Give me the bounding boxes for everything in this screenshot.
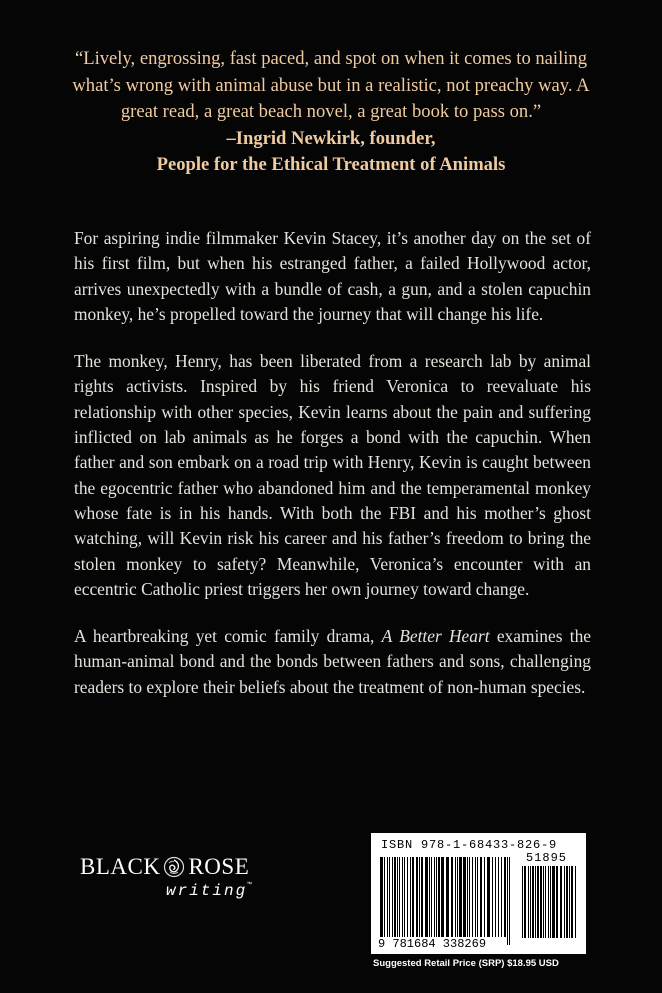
barcode-bar bbox=[469, 857, 470, 937]
barcode-bar bbox=[410, 857, 411, 937]
isbn-barcode bbox=[371, 833, 586, 954]
barcode-bar bbox=[421, 857, 423, 937]
barcode-bar bbox=[524, 866, 526, 938]
barcode-bar bbox=[509, 857, 510, 945]
barcode-bar bbox=[475, 857, 476, 937]
quote-line-1: “Lively, engrossing, fast paced, and spot on when it comes to nailing bbox=[74, 48, 588, 69]
barcode-bar bbox=[459, 857, 462, 937]
book-title-italic: A Better Heart bbox=[381, 626, 490, 647]
barcode-bar bbox=[407, 857, 408, 937]
barcode-bar bbox=[446, 857, 449, 945]
barcode-bar bbox=[402, 857, 403, 937]
endorsement-quote bbox=[40, 46, 622, 179]
barcode-bar bbox=[495, 857, 496, 937]
barcode-bar bbox=[392, 857, 393, 937]
barcode-bar bbox=[472, 857, 473, 937]
barcode-bar bbox=[434, 857, 435, 937]
barcode-bar bbox=[552, 866, 555, 938]
ean-digits: 9 781684 338269 bbox=[378, 937, 487, 951]
description-paragraph-3 bbox=[74, 624, 591, 700]
addon-price-code: 51895 bbox=[526, 851, 568, 865]
barcode-bar bbox=[537, 866, 539, 938]
barcode-bar bbox=[550, 866, 551, 938]
barcode-bar bbox=[394, 857, 396, 937]
barcode-bar bbox=[387, 857, 388, 937]
description-paragraph-1: For aspiring indie filmmaker Kevin Stacey, it’s another day on the set of his first film, but when his estranged father, a failed Hollywood actor, arrives unexpectedly with a bundle of cash, a gun, and a stolen capuchin monkey, he’s propelled toward the journey that will change his life. bbox=[74, 228, 591, 324]
barcode-bar bbox=[540, 866, 542, 938]
publisher-name-black: BLACK bbox=[80, 854, 161, 879]
barcode-bar bbox=[380, 857, 383, 945]
publisher-name-writing: writing bbox=[166, 882, 248, 900]
barcode-bar bbox=[480, 857, 482, 937]
barcode-bar bbox=[571, 866, 573, 938]
barcode-bar bbox=[548, 866, 549, 938]
addon-barcode-bars bbox=[521, 866, 579, 946]
publisher-name-rose: ROSE bbox=[188, 854, 250, 879]
quote-line-3: great read, a great beach novel, a great book to pass on.” bbox=[120, 101, 542, 122]
suggested-retail-price: Suggested Retail Price (SRP) $18.95 USD bbox=[373, 958, 559, 969]
barcode-bar bbox=[532, 866, 534, 938]
barcode-bar bbox=[484, 857, 485, 937]
barcode-bar bbox=[438, 857, 440, 937]
barcode-bar bbox=[441, 857, 444, 937]
barcode-bar bbox=[528, 866, 529, 938]
barcode-bar bbox=[463, 857, 466, 937]
quote-attribution-name: –Ingrid Newkirk, founder, bbox=[226, 127, 436, 149]
barcode-bar bbox=[535, 866, 536, 938]
barcode-bar bbox=[384, 857, 385, 945]
barcode-bar bbox=[564, 866, 565, 938]
barcode-bar bbox=[543, 866, 544, 938]
barcode-bar bbox=[487, 857, 490, 937]
quote-attribution-org: People for the Ethical Treatment of Animals bbox=[156, 154, 506, 175]
barcode-bar bbox=[397, 857, 398, 937]
barcode-bar bbox=[455, 857, 456, 937]
barcode-bar bbox=[431, 857, 432, 937]
barcode-bar bbox=[467, 857, 468, 937]
quote-line-2: what’s wrong with animal abuse but in a realistic, not preachy way. A bbox=[72, 74, 590, 96]
barcode-bar bbox=[399, 857, 400, 937]
barcode-bar bbox=[504, 857, 506, 937]
barcode-bar bbox=[492, 857, 493, 937]
barcode-bar bbox=[560, 866, 562, 938]
barcode-bar bbox=[522, 866, 523, 938]
barcode-bar bbox=[498, 857, 499, 937]
barcode-bar bbox=[436, 857, 437, 937]
barcode-bar bbox=[477, 857, 478, 937]
barcode-bar bbox=[419, 857, 420, 937]
barcode-bar bbox=[457, 857, 458, 937]
paragraph-3-suffix: examines the human-animal bond and the bonds between fathers and sons, challenging readers to explore their beliefs about the treatment of non-human species. bbox=[74, 626, 591, 697]
barcode-bar bbox=[451, 857, 453, 945]
barcode-bar bbox=[556, 866, 558, 938]
barcode-bar bbox=[575, 866, 576, 938]
publisher-logo bbox=[80, 854, 260, 906]
barcode-bar bbox=[425, 857, 428, 937]
barcode-bar bbox=[389, 857, 390, 937]
barcode-bar bbox=[569, 866, 570, 938]
trademark-symbol: ™ bbox=[247, 882, 252, 890]
barcode-bar bbox=[429, 857, 430, 937]
barcode-bar bbox=[566, 866, 568, 938]
rose-icon bbox=[163, 856, 185, 878]
description-paragraph-2: The monkey, Henry, has been liberated from a research lab by animal rights activists. Inspired by his friend Veronica to reevaluate his relationship with other species, Kevin learns about the pain and suffering inflicted on lab animals as he forges a bond with the capuchin. When father and son embark on a road trip with Henry, Kevin is caught between the egocentric father who abandoned him and the temperamental monkey whose fate is in his hands. With both the FBI and his mother’s ghost watching, will Kevin risk his career and his father’s freedom to bring the stolen monkey to safety? Meanwhile, Veronica’s encounter with an eccentric Catholic priest triggers her own journey toward change. bbox=[74, 351, 591, 599]
barcode-bar bbox=[501, 857, 502, 937]
isbn-number: ISBN 978-1-68433-826-9 bbox=[381, 838, 558, 852]
book-description bbox=[74, 226, 591, 700]
barcode-bar bbox=[412, 857, 414, 937]
ean-barcode-bars bbox=[379, 857, 513, 945]
barcode-bar bbox=[545, 866, 546, 938]
barcode-bar bbox=[507, 857, 508, 945]
barcode-bar bbox=[416, 857, 418, 937]
barcode-bar bbox=[530, 866, 531, 938]
barcode-bar bbox=[404, 857, 405, 937]
paragraph-3-prefix: A heartbreaking yet comic family drama, bbox=[74, 626, 382, 647]
